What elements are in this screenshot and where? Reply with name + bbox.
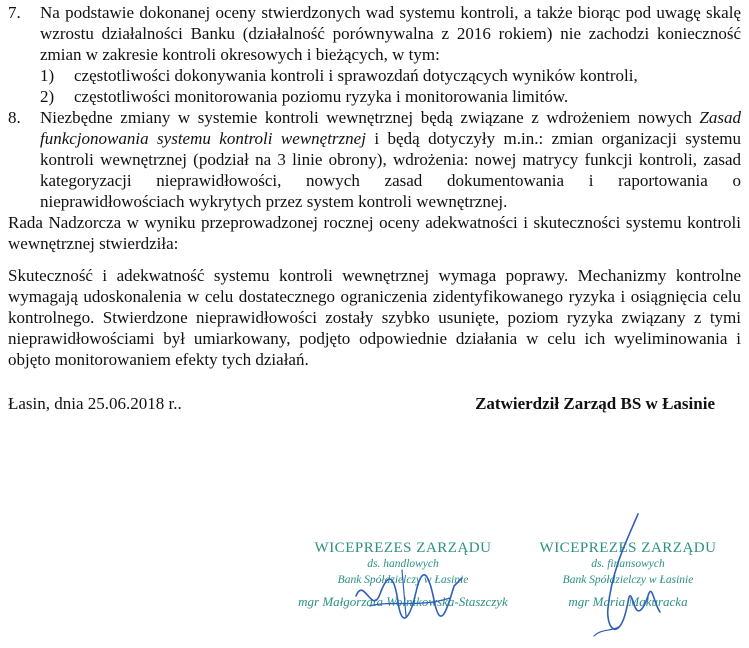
signature-left [350,556,470,626]
stamp-title: WICEPREZES ZARZĄDU [314,540,492,556]
item-8-text-end: i będą dotyczyły m.in.: zmian organizacji systemu kontroli wewnętrznej (podział na 3 linie obrony), wdrożenia: nowej matrycy funkcji kontroli, zasad kategoryzacji nieprawidłowości, nowych zasad dokumentowania i raportowania o nieprawidłowościach wykrytych przez system kontroli wewnętrznej. [40,129,741,211]
stamp-title: WICEPREZES ZARZĄDU [539,540,717,556]
stamp-bank: Bank Spółdzielczy w Łasinie [562,574,694,586]
place-date: Łasin, dnia 25.06.2018 r.. [8,394,182,413]
signature-right [568,508,678,648]
list-item-8 [8,107,741,212]
stamp-name: mgr Małgorzata Wolnikowska-Staszczyk [298,594,508,609]
item-7-text: Na podstawie dokonanej oceny stwierdzonych wad systemu kontroli, a także biorąc pod uwagę skalę wzrostu działalności Banku (działalność porównywalna z 2016 rokiem) nie zachodzi konieczność zmian w zakresie kontroli okresowych i bieżących, w tym: [40,3,741,64]
subitem-text: częstotliwości dokonywania kontroli i sprawozdań dotyczących wyników kontroli, [74,66,638,85]
stamp-role: ds. finansowych [591,558,665,570]
council-statement: Rada Nadzorcza w wyniku przeprowadzonej rocznej oceny adekwatności i skuteczności systemu kontroli wewnętrznej stwierdziła: [8,213,741,253]
stamp-role: ds. handlowych [367,558,439,570]
subitem-text: częstotliwości monitorowania poziomu ryzyka i monitorowania limitów. [74,87,569,106]
list-item-7 [8,2,741,107]
date-approval-row [8,393,741,414]
approval-line: Zatwierdził Zarząd BS w Łasinie [475,394,715,413]
policy-title: Zasad funkcjonowania systemu kontroli wewnętrznej [40,108,741,148]
subitem-number: 1) [40,66,55,85]
stamp-name: mgr Maria Makuracka [568,594,688,609]
stamp-bank: Bank Spółdzielczy w Łasinie [337,574,469,586]
subitem-1 [40,65,741,86]
item-number: 7. [8,3,21,22]
item-8-text [40,107,741,212]
assessment-paragraph: Skuteczność i adekwatność systemu kontroli wewnętrznej wymaga poprawy. Mechanizmy kontrolne wymagają udoskonalenia w celu dostatecznego ograniczenia zidentyfikowanego ryzyka i osiągnięcia celu kontrolnego. Stwierdzone nieprawidłowości zostały szybko usunięte, poziom ryzyka związany z tymi nieprawidłowościami był umiarkowany, podjęto odpowiednie działania w celu ich wyeliminowania i objęto monitorowaniem efekty tych działań. [8,266,741,369]
document-body [8,2,741,414]
subitem-2 [40,86,741,107]
item-number: 8. [8,108,21,127]
item-8-text-start: Niezbędne zmiany w systemie kontroli wewnętrznej będą związane z wdrożeniem nowych [40,108,700,127]
subitem-number: 2) [40,87,55,106]
item-text [40,2,741,107]
